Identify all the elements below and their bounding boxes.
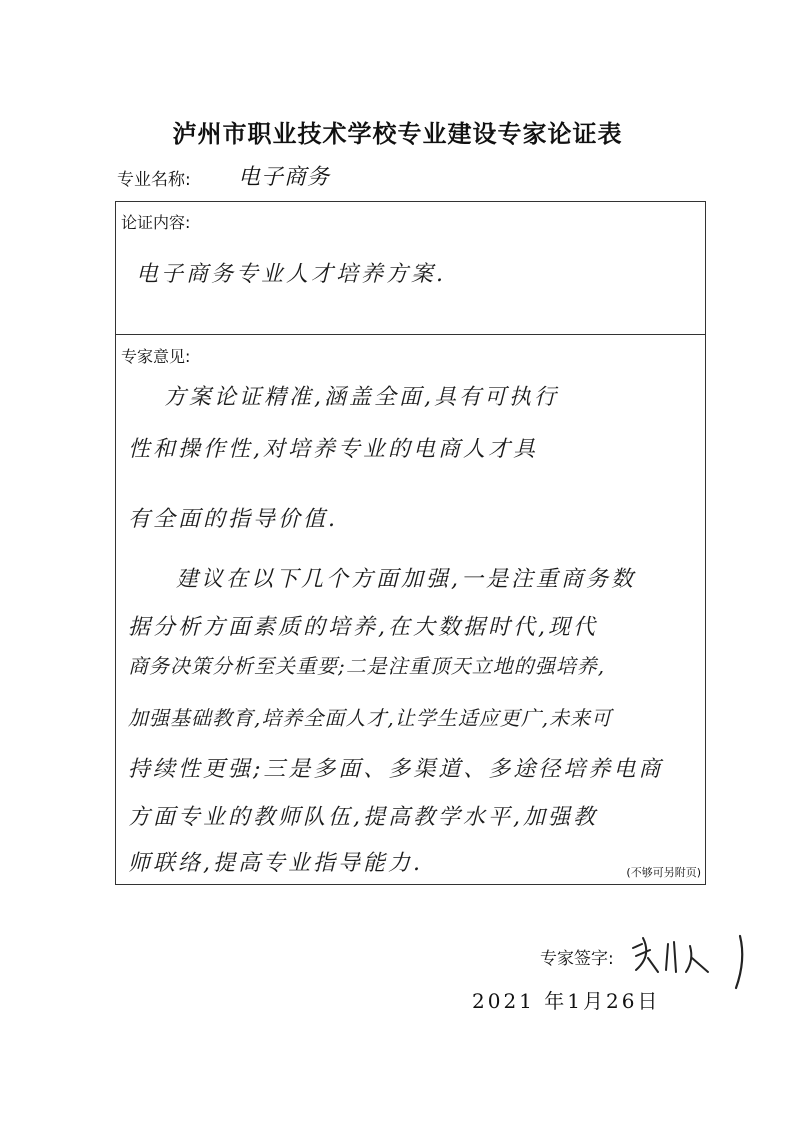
form-box bbox=[115, 201, 706, 885]
content-value: 电子商务专业人才培养方案. bbox=[136, 262, 446, 287]
signature-label: 专家签字: bbox=[540, 949, 614, 969]
major-value: 电子商务 bbox=[238, 165, 331, 190]
section-divider bbox=[116, 334, 705, 335]
date: 2021 年1月26日 bbox=[472, 989, 661, 1013]
content-label: 论证内容: bbox=[121, 213, 191, 232]
opinion-line: 方案论证精准,涵盖全面,具有可执行 bbox=[164, 385, 559, 410]
opinion-line: 商务决策分析至关重要;二是注重顶天立地的强培养, bbox=[128, 654, 606, 678]
opinion-line: 性和操作性,对培养专业的电商人才具 bbox=[128, 437, 538, 462]
opinion-label: 专家意见: bbox=[121, 347, 191, 366]
opinion-line: 有全面的指导价值. bbox=[128, 507, 338, 532]
page-title: 泸州市职业技术学校专业建设专家论证表 bbox=[172, 120, 623, 148]
opinion-line: 建议在以下几个方面加强,一是注重商务数 bbox=[176, 567, 636, 592]
opinion-line: 据分析方面素质的培养,在大数据时代,现代 bbox=[128, 615, 598, 640]
opinion-line: 持续性更强;三是多面、多渠道、多途径培养电商 bbox=[128, 757, 664, 782]
signature-image bbox=[628, 930, 758, 992]
opinion-line: 师联络,提高专业指导能力. bbox=[128, 851, 423, 876]
note-more: (不够可另附页) bbox=[626, 866, 701, 879]
opinion-line: 加强基础教育,培养全面人才,让学生适应更广,未来可 bbox=[128, 706, 613, 730]
opinion-line: 方面专业的教师队伍,提高教学水平,加强教 bbox=[128, 805, 598, 830]
major-label: 专业名称: bbox=[117, 170, 191, 190]
